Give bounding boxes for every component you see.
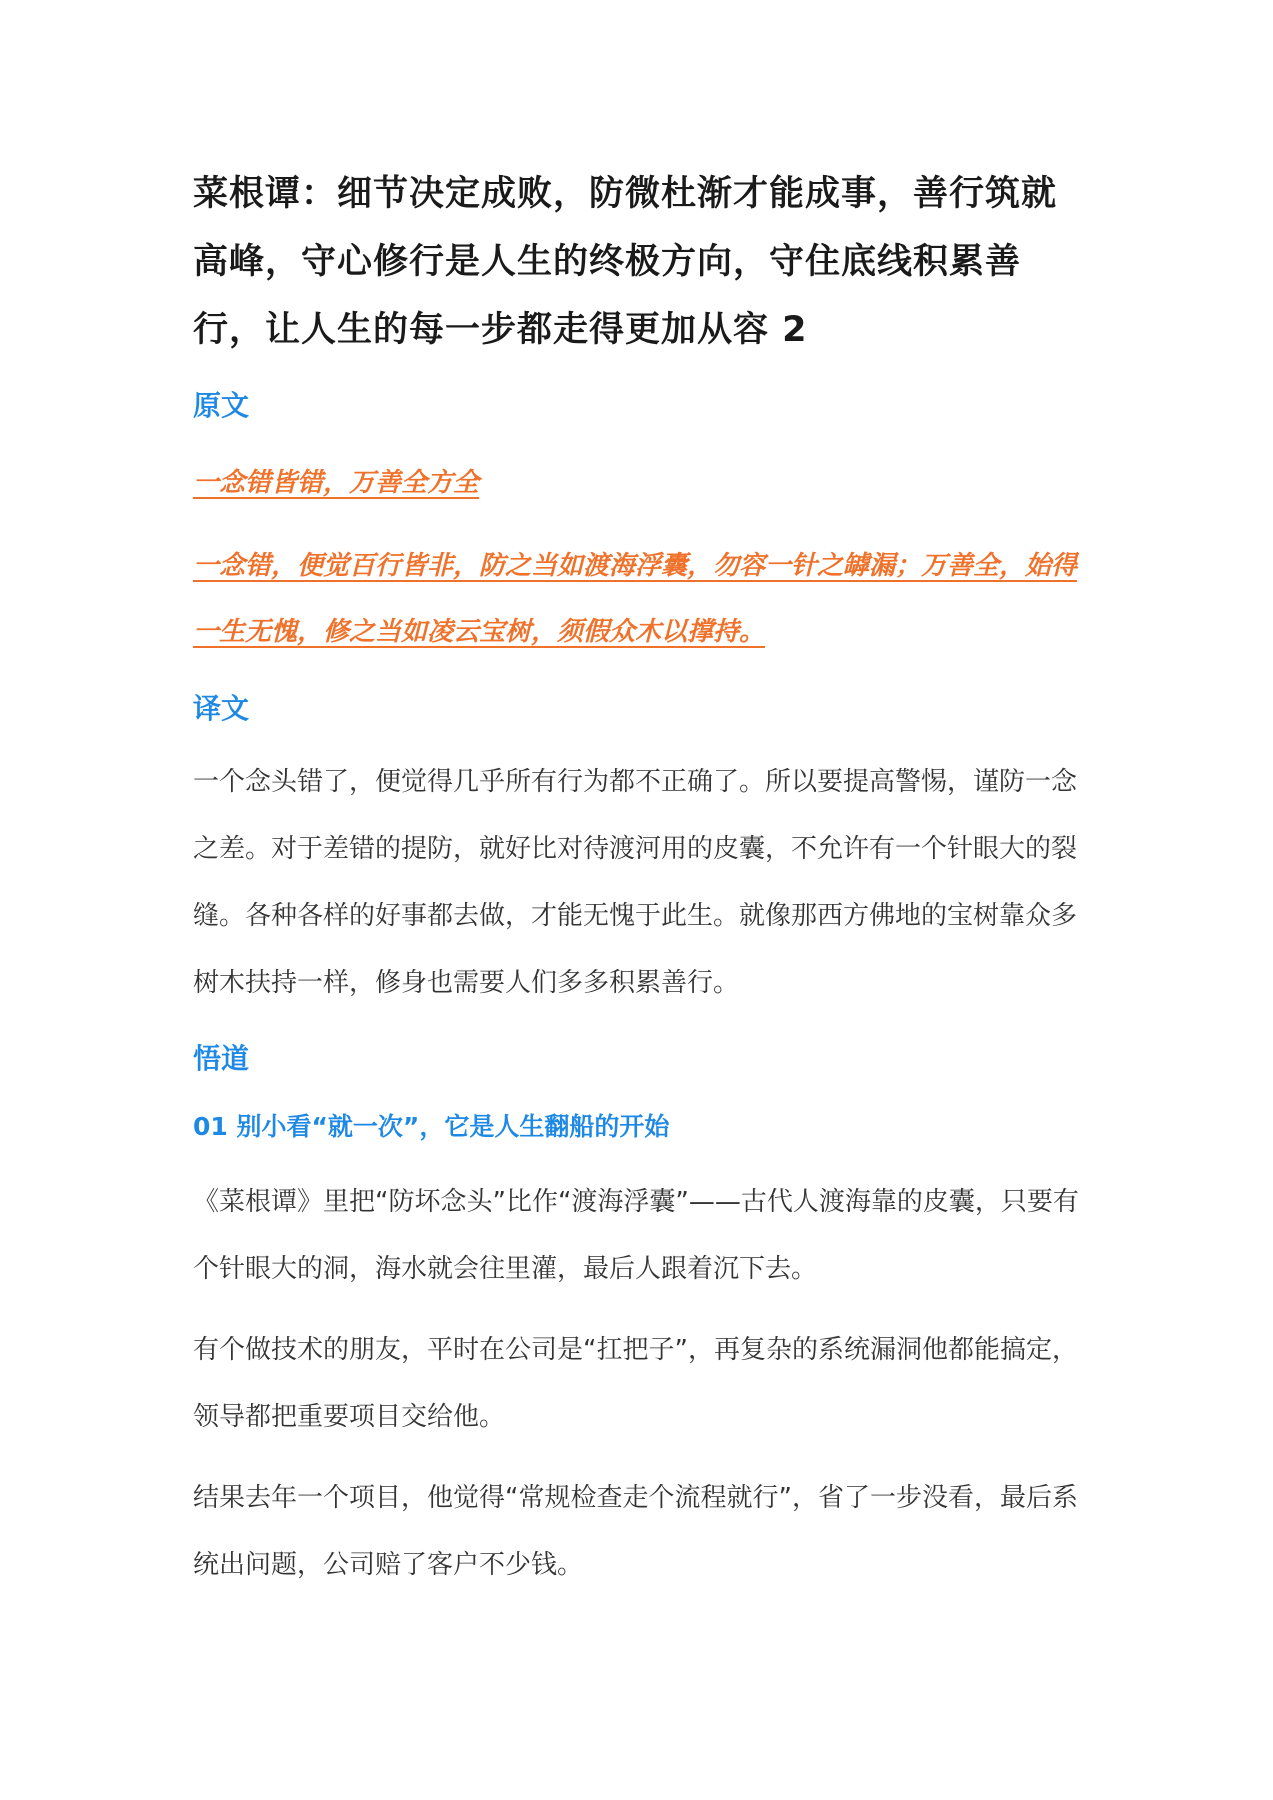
section-01-heading: 01 别小看“就一次”，它是人生翻船的开始 — [193, 1112, 670, 1141]
body-paragraph: 结果去年一个项目，他觉得“常规检查走个流程就行”，省了一步没看，最后系统出问题，公司赔了客户不少钱。 — [193, 1483, 1078, 1580]
quote-title: 一念错皆错，万善全方全 — [193, 468, 480, 498]
quote-body: 一念错，便觉百行皆非，防之当如渡海浮囊，勿容一针之罅漏；万善全，始得一生无愧，修之当如凌云宝树，须假众木以撑持。 — [193, 551, 1078, 647]
insight-heading: 悟道 — [193, 1042, 250, 1075]
translation-heading: 译文 — [193, 692, 250, 725]
article-title: 菜根谭：细节决定成败，防微杜渐才能成事，善行筑就高峰，守心修行是人生的终极方向，守住底线积累善行，让人生的每一步都走得更加从容 2 — [193, 174, 1058, 350]
translation-paragraph: 一个念头错了，便觉得几乎所有行为都不正确了。所以要提高警惕，谨防一念之差。对于差错的提防，就好比对待渡河用的皮囊，不允许有一个针眼大的裂缝。各种各样的好事都去做，才能无愧于此生。就像那西方佛地的宝树靠众多树木扶持一样，修身也需要人们多多积累善行。 — [193, 767, 1078, 998]
article-body — [193, 160, 1083, 1599]
original-text-heading: 原文 — [193, 389, 250, 422]
body-paragraph: 有个做技术的朋友，平时在公司是“扛把子”，再复杂的系统漏洞他都能搞定，领导都把重要项目交给他。 — [193, 1335, 1078, 1432]
body-paragraph: 《菜根谭》里把“防坏念头”比作“渡海浮囊”——古代人渡海靠的皮囊，只要有个针眼大的洞，海水就会往里灌，最后人跟着沉下去。 — [193, 1187, 1079, 1284]
